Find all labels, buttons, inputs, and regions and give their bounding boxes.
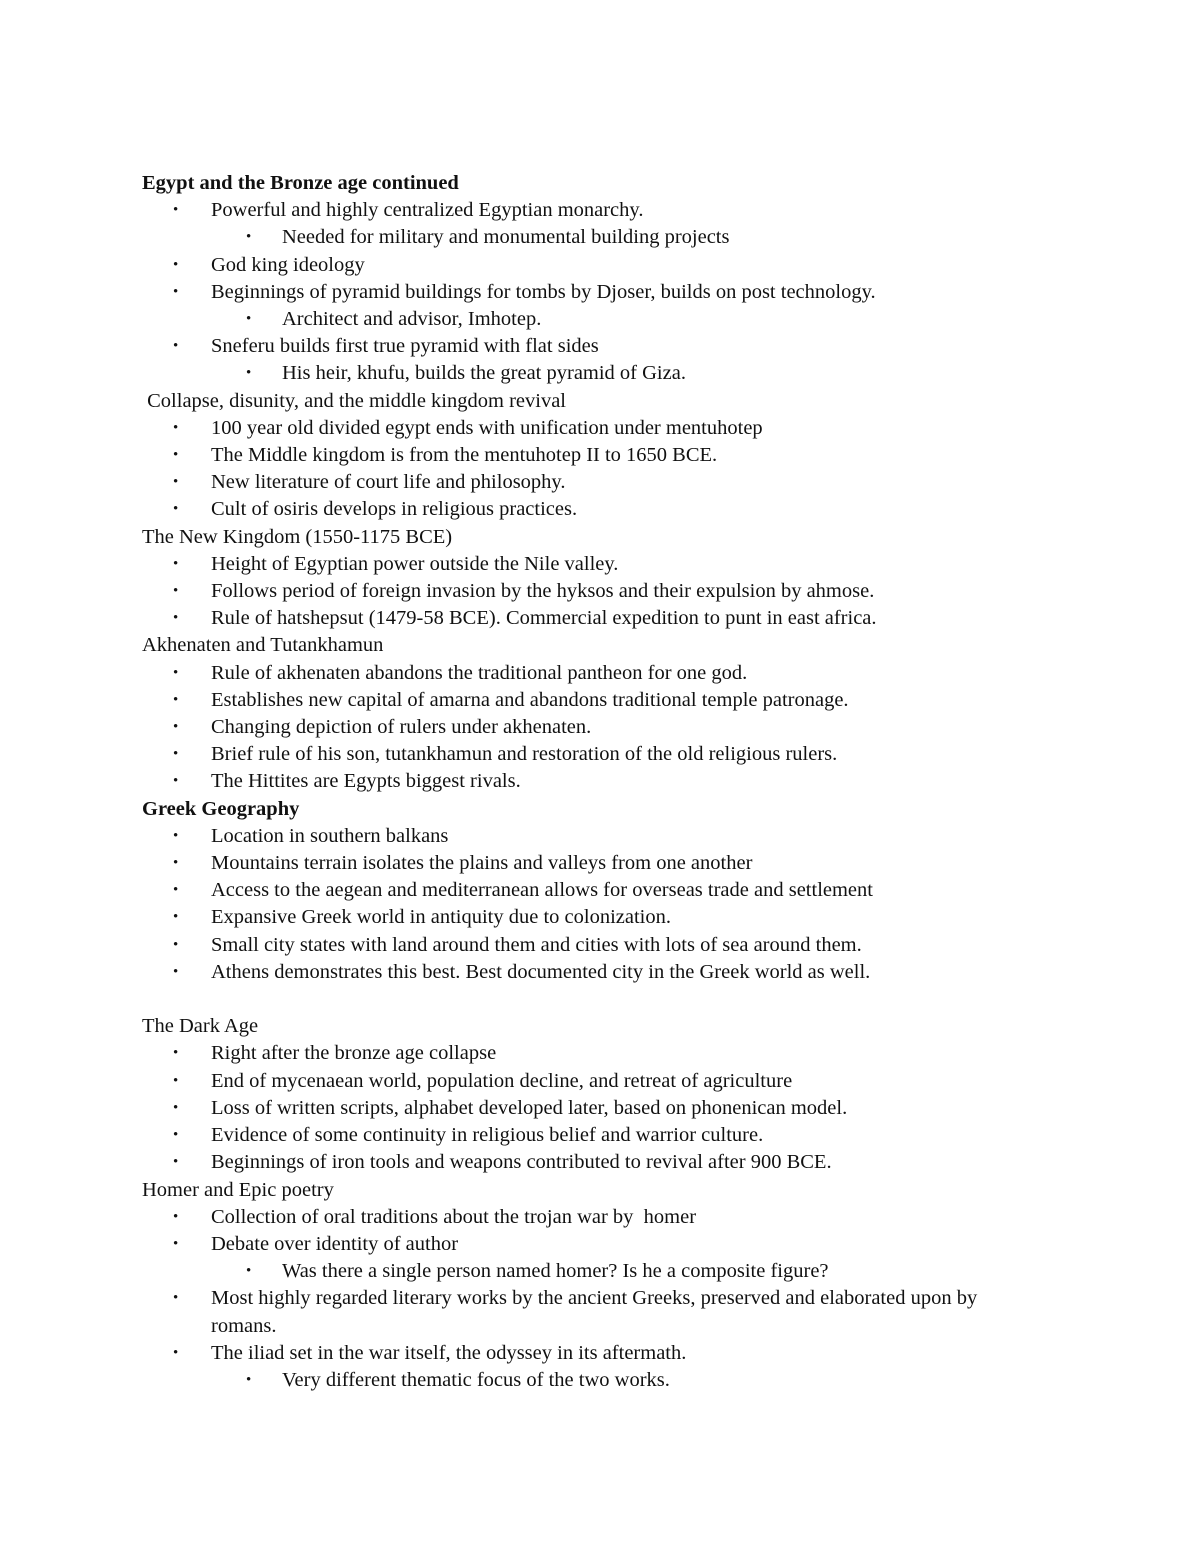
notes-body [142, 170, 1042, 1394]
list-item: • The iliad set in the war itself, the odyssey in its aftermath. [142, 1340, 1042, 1367]
list-item: • Most highly regarded literary works by the ancient Greeks, preserved and elaborated upon by romans. [173, 1287, 978, 1337]
list-item: • Location in southern balkans [142, 823, 1042, 850]
bullet-icon: • [246, 365, 252, 382]
list-item: • Debate over identity of author [142, 1231, 1042, 1258]
list-item: • Beginnings of pyramid buildings for tombs by Djoser, builds on post technology. [142, 279, 1042, 306]
bullet-icon: • [173, 583, 179, 600]
bullet-icon: • [173, 827, 179, 844]
bullet-icon: • [173, 256, 179, 273]
list-item: • New literature of court life and philosophy. [142, 469, 1042, 496]
bullet-icon: • [173, 963, 179, 980]
list-item: • Very different thematic focus of the two works. [142, 1367, 1042, 1394]
bullet-icon: • [173, 1344, 179, 1361]
bullet-icon: • [173, 664, 179, 681]
section-heading-egypt-bronze-age: Egypt and the Bronze age continued [142, 172, 459, 194]
section-heading-collapse-disunity: Collapse, disunity, and the middle kingdom revival [142, 389, 566, 412]
bullet-icon: • [246, 311, 252, 328]
list-item: • Loss of written scripts, alphabet developed later, based on phonenican model. [142, 1095, 1042, 1122]
list-item: • The Middle kingdom is from the mentuhotep II to 1650 BCE. [142, 442, 1042, 469]
section-heading-new-kingdom: The New Kingdom (1550-1175 BCE) [142, 525, 453, 548]
list-item: • Follows period of foreign invasion by the hyksos and their expulsion by ahmose. [142, 578, 1042, 605]
bullet-icon: • [173, 1099, 179, 1116]
bullet-icon: • [173, 555, 179, 572]
list-item: • The Hittites are Egypts biggest rivals. [142, 768, 1042, 795]
list-item: • Was there a single person named homer? Is he a composite figure? [142, 1258, 1042, 1285]
section-heading-akhenaten: Akhenaten and Tutankhamun [142, 634, 384, 657]
list-item: • Establishes new capital of amarna and abandons traditional temple patronage. [142, 687, 1042, 714]
list-item: • Cult of osiris develops in religious practices. [142, 496, 1042, 523]
bullet-icon: • [173, 1290, 179, 1307]
bullet-icon: • [173, 855, 179, 872]
section-heading-greek-geography: Greek Geography [142, 797, 300, 820]
bullet-icon: • [173, 909, 179, 926]
list-item: • Small city states with land around them and cities with lots of sea around them. [142, 932, 1042, 959]
bullet-icon: • [173, 936, 179, 953]
bullet-icon: • [173, 882, 179, 899]
bullet-icon: • [173, 691, 179, 708]
bullet-icon: • [173, 474, 179, 491]
list-item: • Collection of oral traditions about the trojan war by homer [142, 1204, 1042, 1231]
list-item: • Needed for military and monumental building projects [142, 224, 1042, 251]
bullet-icon: • [173, 773, 179, 790]
bullet-icon: • [246, 1263, 252, 1280]
list-item: • Mountains terrain isolates the plains and valleys from one another [142, 850, 1042, 877]
bullet-icon: • [173, 1127, 179, 1144]
bullet-icon: • [173, 719, 179, 736]
bullet-icon: • [173, 610, 179, 627]
bullet-icon: • [173, 1072, 179, 1089]
bullet-icon: • [173, 1208, 179, 1225]
section-heading-homer: Homer and Epic poetry [142, 1178, 334, 1201]
bullet-icon: • [173, 501, 179, 518]
bullet-icon: • [173, 283, 179, 300]
bullet-icon: • [246, 229, 252, 246]
list-item: • Powerful and highly centralized Egyptian monarchy. [142, 197, 1042, 224]
list-item: • Access to the aegean and mediterranean allows for overseas trade and settlement [142, 877, 1042, 904]
list-item: • Architect and advisor, Imhotep. [142, 306, 1042, 333]
list-item: • Rule of akhenaten abandons the traditional pantheon for one god. [142, 660, 1042, 687]
bullet-icon: • [173, 746, 179, 763]
list-item: • Sneferu builds first true pyramid with flat sides [142, 333, 1042, 360]
list-item: • End of mycenaean world, population decline, and retreat of agriculture [142, 1068, 1042, 1095]
list-item: • Rule of hatshepsut (1479-58 BCE). Commercial expedition to punt in east africa. [142, 605, 1042, 632]
blank-line [142, 986, 1042, 1013]
list-item: • Athens demonstrates this best. Best documented city in the Greek world as well. [142, 959, 1042, 986]
list-item: • Evidence of some continuity in religious belief and warrior culture. [142, 1122, 1042, 1149]
list-item: • Beginnings of iron tools and weapons contributed to revival after 900 BCE. [142, 1149, 1042, 1176]
section-heading-dark-age: The Dark Age [142, 1015, 259, 1038]
list-item: • Expansive Greek world in antiquity due to colonization. [142, 904, 1042, 931]
bullet-icon: • [173, 338, 179, 355]
list-item: • 100 year old divided egypt ends with unification under mentuhotep [142, 415, 1042, 442]
bullet-icon: • [246, 1371, 252, 1388]
list-item: • His heir, khufu, builds the great pyramid of Giza. [142, 360, 1042, 387]
list-item: • Changing depiction of rulers under akhenaten. [142, 714, 1042, 741]
bullet-icon: • [173, 1235, 179, 1252]
list-item: • Height of Egyptian power outside the Nile valley. [142, 551, 1042, 578]
bullet-icon: • [173, 1045, 179, 1062]
list-item: • Right after the bronze age collapse [142, 1040, 1042, 1067]
list-item: • God king ideology [142, 252, 1042, 279]
list-item: • Brief rule of his son, tutankhamun and restoration of the old religious rulers. [142, 741, 1042, 768]
bullet-icon: • [173, 1154, 179, 1171]
bullet-icon: • [173, 447, 179, 464]
bullet-icon: • [173, 419, 179, 436]
bullet-icon: • [173, 202, 179, 219]
